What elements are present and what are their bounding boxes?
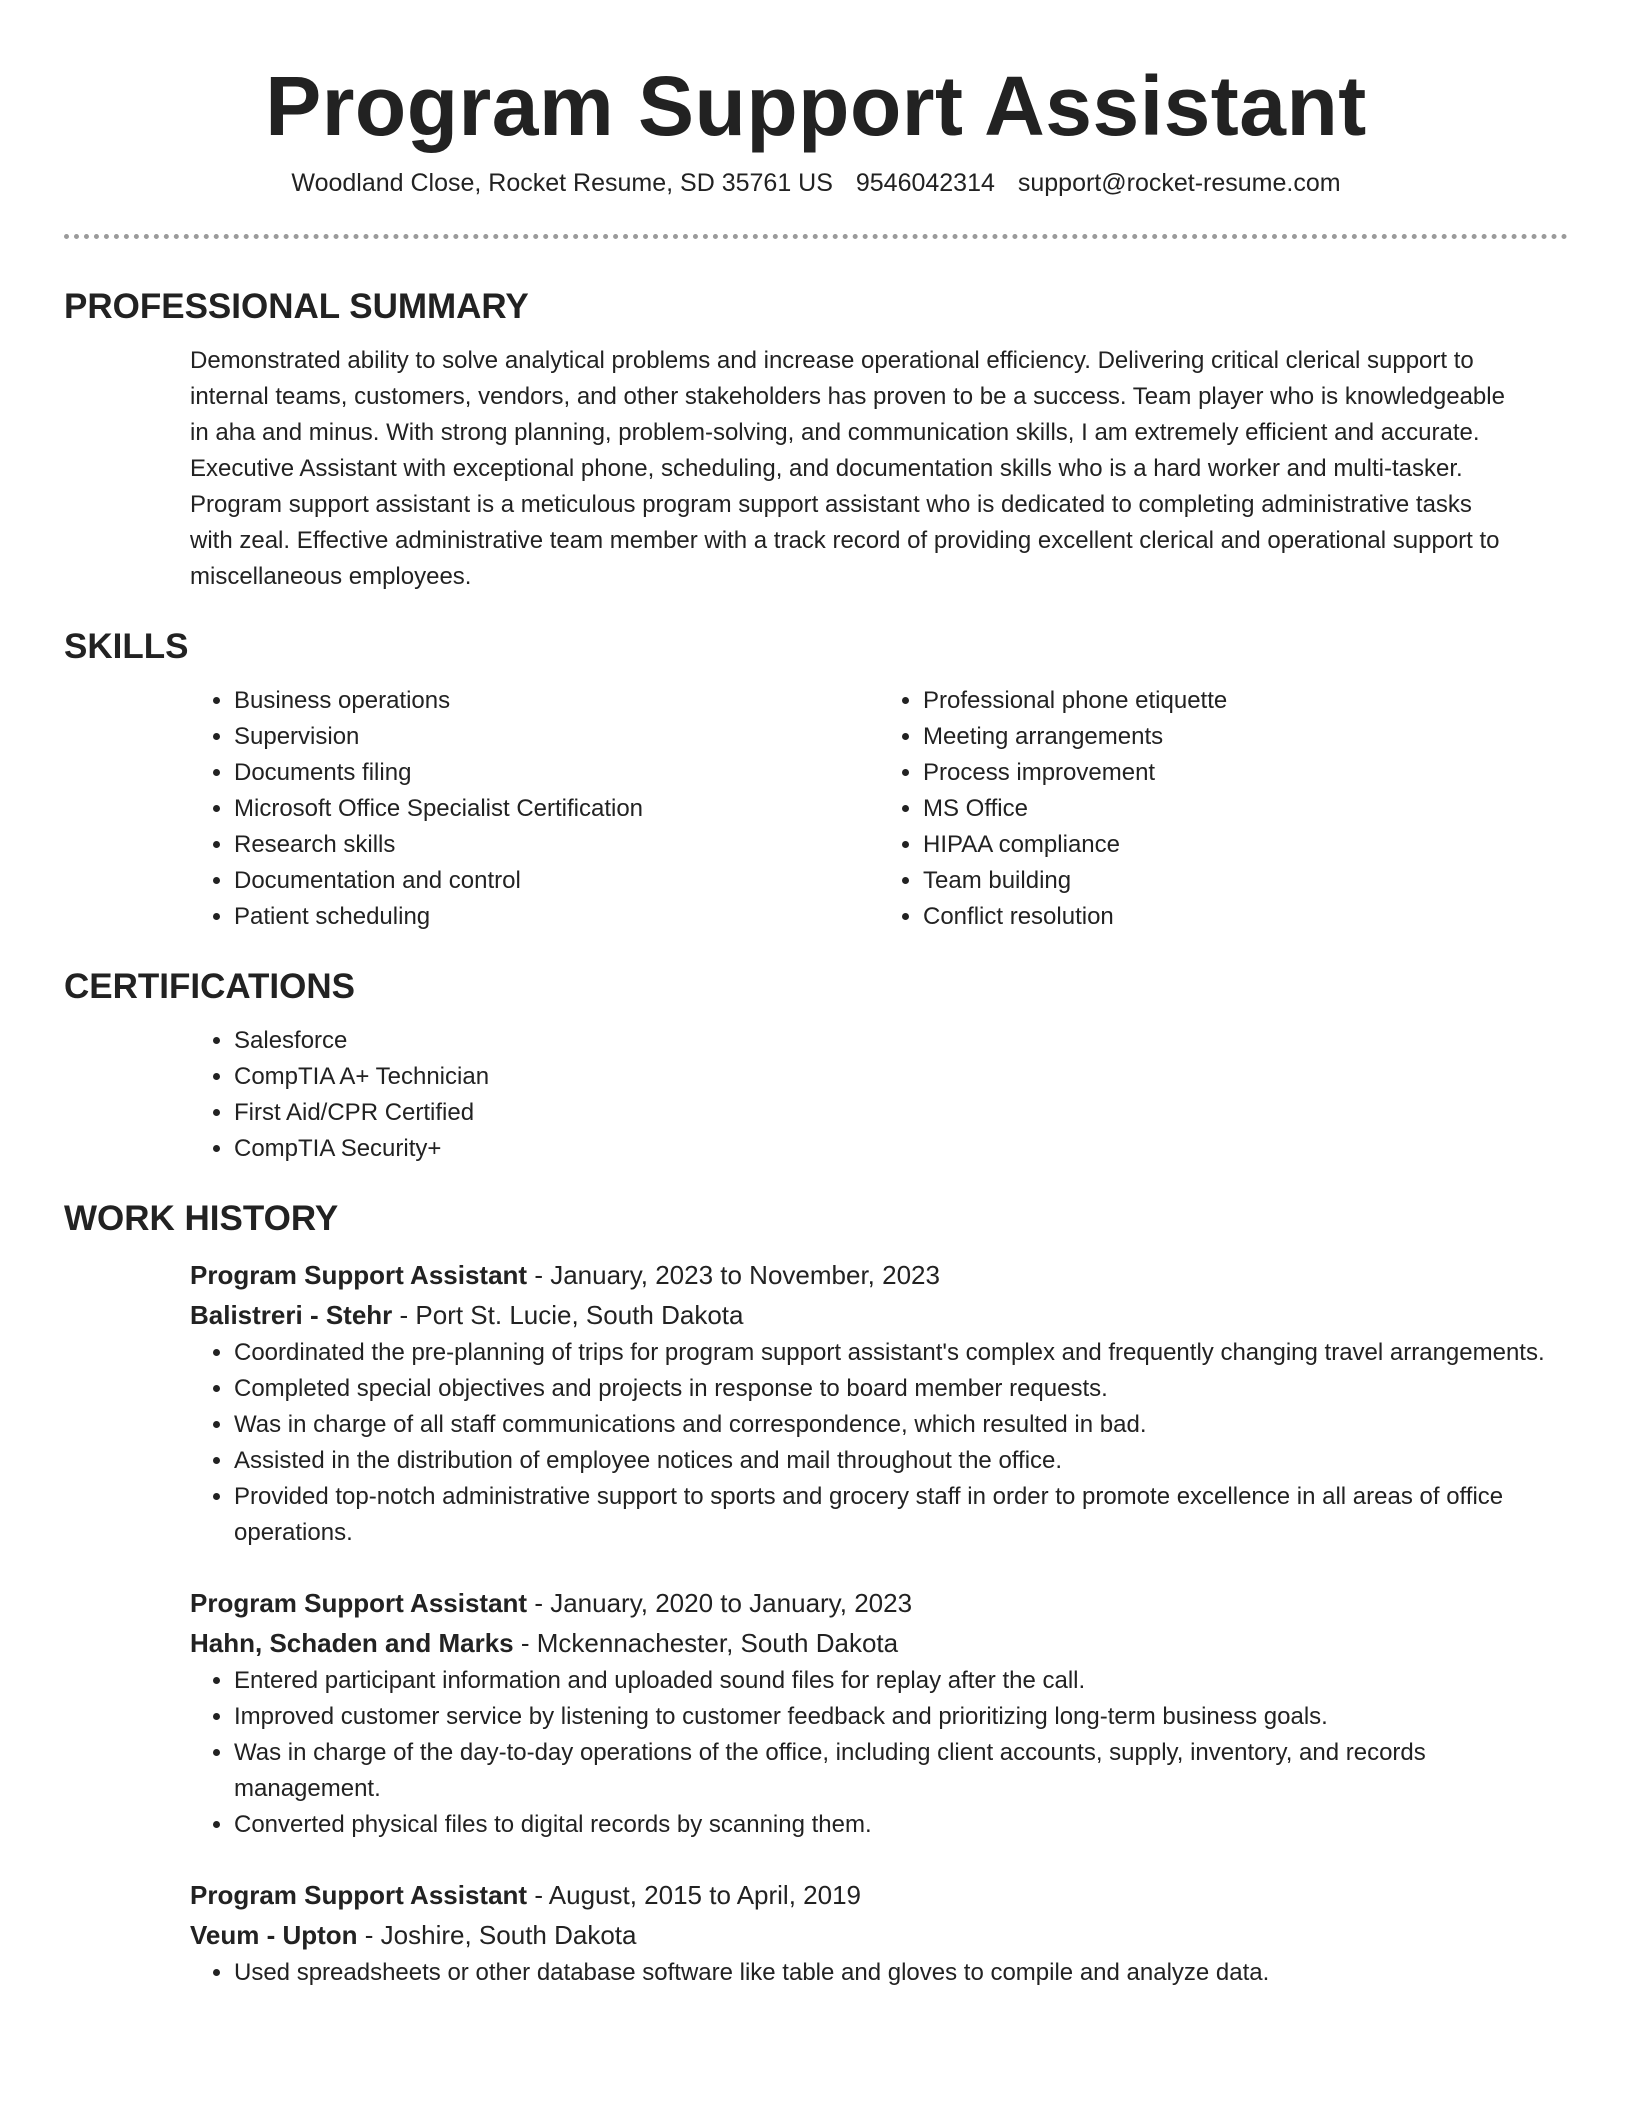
summary-line: miscellaneous employees. (190, 563, 472, 590)
job-duty: • Improved customer service by listening to customer feedback and prioritizing long-term business goals. (234, 1699, 1568, 1735)
summary-line: internal teams, customers, vendors, and other stakeholders has proven to be a success. Team player who is knowledgeable (190, 383, 1505, 410)
job-role-line (190, 1255, 1568, 1295)
job-duties (190, 1955, 1568, 1991)
job-duty: • Assisted in the distribution of employee notices and mail throughout the office. (234, 1443, 1568, 1479)
skill-item: • Conflict resolution (923, 899, 1568, 935)
job-duties (190, 1663, 1568, 1843)
job-company-line (190, 1623, 1568, 1663)
skill-item: • HIPAA compliance (923, 827, 1568, 863)
job-duties (190, 1335, 1568, 1551)
summary-line: Demonstrated ability to solve analytical problems and increase operational efficiency. Delivering critical clerical support to (190, 347, 1474, 374)
skills-list-left (190, 683, 879, 935)
summary-line: in aha and minus. With strong planning, problem-solving, and communication skills, I am extremely efficient and accurate. (190, 419, 1480, 446)
certifications-list (190, 1023, 1568, 1167)
certification-item: • CompTIA A+ Technician (234, 1059, 1568, 1095)
skill-item: • Supervision (234, 719, 879, 755)
job-dates: - January, 2020 to January, 2023 (527, 1588, 913, 1618)
contact-email: support@rocket-resume.com (1017, 169, 1341, 197)
skill-item: • Business operations (234, 683, 879, 719)
contact-phone: 9546042314 (855, 169, 995, 197)
skills-section (64, 625, 1568, 935)
skill-item: • Process improvement (923, 755, 1568, 791)
skill-item: • Research skills (234, 827, 879, 863)
job-duty: • Coordinated the pre-planning of trips for program support assistant's complex and frequently changing travel arrangements. (234, 1335, 1568, 1371)
skill-item: • Documentation and control (234, 863, 879, 899)
job-duty: • Converted physical files to digital records by scanning them. (234, 1807, 1568, 1843)
skill-item: • Patient scheduling (234, 899, 879, 935)
job-location: - Port St. Lucie, South Dakota (392, 1300, 744, 1330)
job-role: Program Support Assistant (190, 1260, 528, 1290)
work-section (64, 1197, 1568, 1991)
job-duty: • Completed special objectives and projects in response to board member requests. (234, 1371, 1568, 1407)
job-duty: • Used spreadsheets or other database software like table and gloves to compile and analyze data. (234, 1955, 1568, 1991)
contact-line (64, 166, 1568, 200)
certification-item: • Salesforce (234, 1023, 1568, 1059)
skill-item: • Microsoft Office Specialist Certification (234, 791, 879, 827)
job-entry (190, 1875, 1568, 1991)
skills-title: SKILLS (64, 627, 189, 666)
job-company: Veum - Upton (190, 1920, 358, 1950)
job-entry (190, 1583, 1568, 1843)
job-location: - Joshire, South Dakota (357, 1920, 637, 1950)
summary-line: Executive Assistant with exceptional phone, scheduling, and documentation skills who is a hard worker and multi-tasker. (190, 455, 1463, 482)
summary-line: with zeal. Effective administrative team member with a track record of providing excellent clerical and operational support to (190, 527, 1500, 554)
header-divider (64, 234, 1568, 239)
summary-line: Program support assistant is a meticulous program support assistant who is dedicated to completing administrative tasks (190, 491, 1472, 518)
job-dates: - January, 2023 to November, 2023 (527, 1260, 940, 1290)
job-role: Program Support Assistant (190, 1880, 528, 1910)
job-dates: - August, 2015 to April, 2019 (527, 1880, 861, 1910)
job-location: - Mckennachester, South Dakota (513, 1628, 899, 1658)
skill-item: • Team building (923, 863, 1568, 899)
skill-item: • Professional phone etiquette (923, 683, 1568, 719)
summary-text (190, 343, 1568, 595)
certifications-title: CERTIFICATIONS (64, 967, 356, 1006)
skills-list-right (879, 683, 1568, 935)
skills-columns (190, 683, 1568, 935)
job-company-line (190, 1295, 1568, 1335)
job-company-line (190, 1915, 1568, 1955)
resume-name: Program Support Assistant (265, 59, 1367, 153)
skill-item: • MS Office (923, 791, 1568, 827)
job-duty: • Entered participant information and uploaded sound files for replay after the call. (234, 1663, 1568, 1699)
contact-address: Woodland Close, Rocket Resume, SD 35761 US (291, 169, 833, 197)
summary-section (64, 285, 1568, 595)
certifications-wrap (190, 1023, 1568, 1167)
summary-title: PROFESSIONAL SUMMARY (64, 287, 529, 326)
job-company: Hahn, Schaden and Marks (190, 1628, 514, 1658)
certifications-section (64, 965, 1568, 1167)
job-role-line (190, 1583, 1568, 1623)
work-title: WORK HISTORY (64, 1199, 339, 1238)
certification-item: • First Aid/CPR Certified (234, 1095, 1568, 1131)
job-role: Program Support Assistant (190, 1588, 528, 1618)
job-company: Balistreri - Stehr (190, 1300, 393, 1330)
skill-item: • Meeting arrangements (923, 719, 1568, 755)
skill-item: • Documents filing (234, 755, 879, 791)
job-duty: • Was in charge of the day-to-day operations of the office, including client accounts, supply, inventory, and records management. (234, 1735, 1568, 1807)
job-role-line (190, 1875, 1568, 1915)
job-entry (190, 1255, 1568, 1551)
certification-item: • CompTIA Security+ (234, 1131, 1568, 1167)
job-duty: • Provided top-notch administrative support to sports and grocery staff in order to promote excellence in all areas of office operations. (234, 1479, 1568, 1551)
job-duty: • Was in charge of all staff communications and correspondence, which resulted in bad. (234, 1407, 1568, 1443)
